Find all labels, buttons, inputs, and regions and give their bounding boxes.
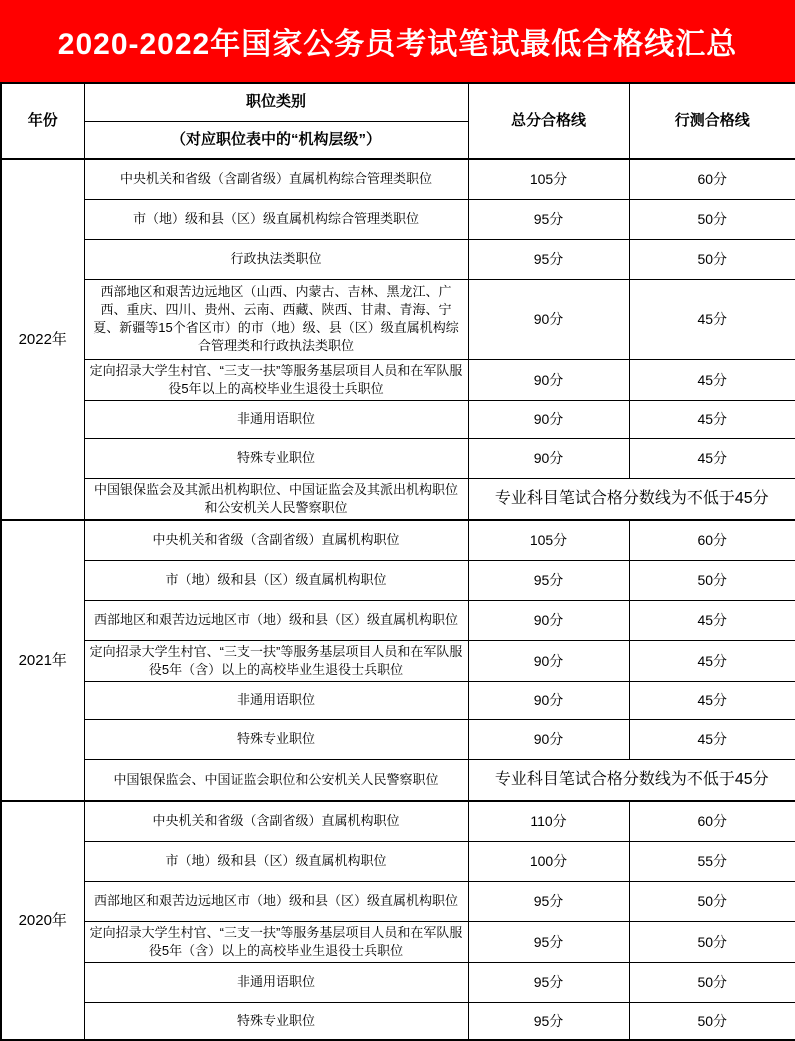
total-score-cell: 95分 xyxy=(468,1002,629,1040)
category-cell: 非通用语职位 xyxy=(84,962,468,1002)
category-subheader: （对应职位表中的“机构层级”） xyxy=(84,121,468,159)
table-row xyxy=(1,962,795,1002)
title-banner xyxy=(0,0,795,82)
category-cell: 西部地区和艰苦边远地区（山西、内蒙古、吉林、黑龙江、广西、重庆、四川、贵州、云南、西藏、陕西、甘肃、青海、宁夏、新疆等15个省区市）的市（地）级、县（区）级直属机构综合管理类和行政执法类职位 xyxy=(84,279,468,359)
category-cell: 西部地区和艰苦边远地区市（地）级和县（区）级直属机构职位 xyxy=(84,881,468,921)
xingce-score-cell: 50分 xyxy=(629,1002,795,1040)
score-table xyxy=(0,82,795,1041)
table-row xyxy=(1,239,795,279)
table-header-row xyxy=(1,83,795,121)
table-row xyxy=(1,600,795,640)
category-cell: 市（地）级和县（区）级直属机构职位 xyxy=(84,560,468,600)
category-cell: 中央机关和省级（含副省级）直属机构职位 xyxy=(84,801,468,841)
table-row xyxy=(1,159,795,199)
xingce-score-cell: 45分 xyxy=(629,438,795,478)
total-score-cell: 95分 xyxy=(468,199,629,239)
xingce-score-cell: 45分 xyxy=(629,719,795,759)
table-row xyxy=(1,520,795,560)
table-row xyxy=(1,921,795,962)
category-cell: 西部地区和艰苦边远地区市（地）级和县（区）级直属机构职位 xyxy=(84,600,468,640)
total-score-cell: 90分 xyxy=(468,359,629,400)
xingce-score-cell: 45分 xyxy=(629,359,795,400)
total-score-cell: 95分 xyxy=(468,921,629,962)
table-row xyxy=(1,359,795,400)
xingce-score-header: 行测合格线 xyxy=(629,83,795,159)
category-cell: 定向招录大学生村官、“三支一扶”等服务基层项目人员和在军队服役5年（含）以上的高校毕业生退役士兵职位 xyxy=(84,921,468,962)
year-label-2021: 2021年 xyxy=(1,520,84,801)
category-cell: 定向招录大学生村官、“三支一扶”等服务基层项目人员和在军队服役5年（含）以上的高校毕业生退役士兵职位 xyxy=(84,640,468,681)
total-score-cell: 95分 xyxy=(468,881,629,921)
category-cell: 非通用语职位 xyxy=(84,400,468,438)
table-row xyxy=(1,1002,795,1040)
total-score-cell: 90分 xyxy=(468,681,629,719)
xingce-score-cell: 50分 xyxy=(629,239,795,279)
total-score-cell: 90分 xyxy=(468,640,629,681)
xingce-score-cell: 45分 xyxy=(629,640,795,681)
total-score-cell: 95分 xyxy=(468,239,629,279)
year-label-2022: 2022年 xyxy=(1,159,84,520)
table-row xyxy=(1,881,795,921)
category-cell: 特殊专业职位 xyxy=(84,1002,468,1040)
category-cell: 中国银保监会、中国证监会职位和公安机关人民警察职位 xyxy=(84,759,468,801)
xingce-score-cell: 50分 xyxy=(629,881,795,921)
category-cell: 市（地）级和县（区）级直属机构综合管理类职位 xyxy=(84,199,468,239)
xingce-score-cell: 50分 xyxy=(629,921,795,962)
total-score-cell: 90分 xyxy=(468,438,629,478)
category-header: 职位类别 xyxy=(84,83,468,121)
category-cell: 中央机关和省级（含副省级）直属机构综合管理类职位 xyxy=(84,159,468,199)
category-cell: 非通用语职位 xyxy=(84,681,468,719)
category-cell: 市（地）级和县（区）级直属机构职位 xyxy=(84,841,468,881)
table-row xyxy=(1,199,795,239)
page-title: 2020-2022年国家公务员考试笔试最低合格线汇总 xyxy=(57,28,738,61)
xingce-score-cell: 45分 xyxy=(629,400,795,438)
xingce-score-cell: 45分 xyxy=(629,681,795,719)
table-row xyxy=(1,759,795,801)
total-score-cell: 90分 xyxy=(468,600,629,640)
xingce-score-cell: 60分 xyxy=(629,520,795,560)
table-row xyxy=(1,560,795,600)
table-row xyxy=(1,681,795,719)
total-score-cell: 90分 xyxy=(468,400,629,438)
table-row xyxy=(1,279,795,359)
total-score-cell: 100分 xyxy=(468,841,629,881)
xingce-score-cell: 60分 xyxy=(629,801,795,841)
table-row xyxy=(1,640,795,681)
year-label-2020: 2020年 xyxy=(1,801,84,1040)
table-row xyxy=(1,478,795,520)
xingce-score-cell: 45分 xyxy=(629,600,795,640)
table-row xyxy=(1,438,795,478)
total-score-cell: 105分 xyxy=(468,520,629,560)
category-cell: 特殊专业职位 xyxy=(84,719,468,759)
xingce-score-cell: 50分 xyxy=(629,199,795,239)
total-score-cell: 90分 xyxy=(468,279,629,359)
table-row xyxy=(1,719,795,759)
xingce-score-cell: 60分 xyxy=(629,159,795,199)
xingce-score-cell: 50分 xyxy=(629,962,795,1002)
total-score-cell: 105分 xyxy=(468,159,629,199)
total-score-cell: 110分 xyxy=(468,801,629,841)
year-header: 年份 xyxy=(1,83,84,159)
table-row xyxy=(1,400,795,438)
special-note-cell: 专业科目笔试合格分数线为不低于45分 xyxy=(468,759,795,801)
special-note-cell: 专业科目笔试合格分数线为不低于45分 xyxy=(468,478,795,520)
total-score-cell: 95分 xyxy=(468,560,629,600)
total-score-cell: 95分 xyxy=(468,962,629,1002)
xingce-score-cell: 50分 xyxy=(629,560,795,600)
table-row xyxy=(1,841,795,881)
category-cell: 中国银保监会及其派出机构职位、中国证监会及其派出机构职位和公安机关人民警察职位 xyxy=(84,478,468,520)
total-score-cell: 90分 xyxy=(468,719,629,759)
xingce-score-cell: 55分 xyxy=(629,841,795,881)
category-cell: 行政执法类职位 xyxy=(84,239,468,279)
total-score-header: 总分合格线 xyxy=(468,83,629,159)
category-cell: 中央机关和省级（含副省级）直属机构职位 xyxy=(84,520,468,560)
table-row xyxy=(1,801,795,841)
xingce-score-cell: 45分 xyxy=(629,279,795,359)
category-cell: 特殊专业职位 xyxy=(84,438,468,478)
category-cell: 定向招录大学生村官、“三支一扶”等服务基层项目人员和在军队服役5年以上的高校毕业生退役士兵职位 xyxy=(84,359,468,400)
